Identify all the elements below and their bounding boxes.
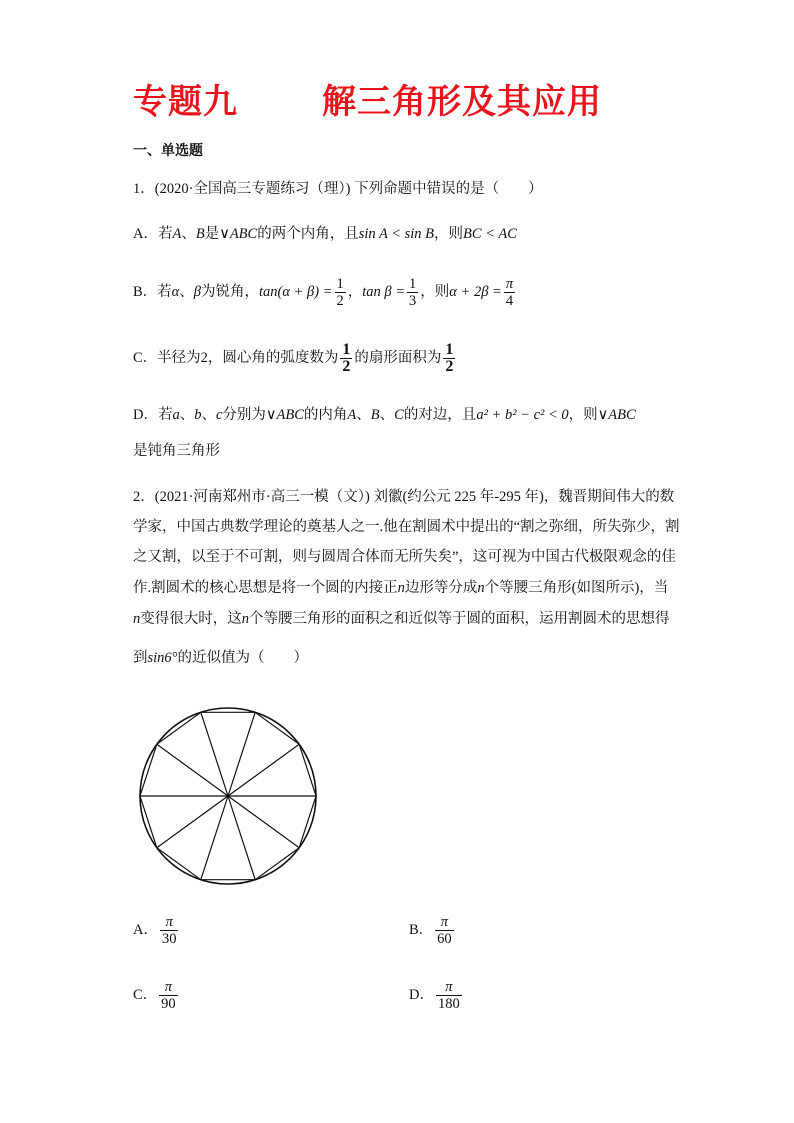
fraction: $\frac{1}{3}$ bbox=[409, 276, 417, 309]
title-topic-name: 解三角形及其应用 bbox=[322, 82, 602, 122]
fraction: $\frac{\pi}{90}$ bbox=[161, 979, 176, 1012]
q2-stem-line-4: 作.割圆术的核心思想是将一个圆的内接正n边形等分成n个等腰三角形(如图所示)，当 bbox=[133, 580, 669, 596]
q2-choice-a[interactable]: A． $\frac{\pi}{30}$ bbox=[133, 914, 177, 947]
radius-line bbox=[201, 712, 228, 796]
q1-stem: 1．(2020·全国高三专题练习（理）) 下列命题中错误的是（ ） bbox=[133, 181, 543, 197]
fraction: $\frac{1}{2}$ bbox=[336, 276, 344, 309]
q2-stem-line-3: 之又割，以至于不可割，则与圆周合体而无所失矣”，这可视为中国古代极限观念的佳 bbox=[133, 549, 676, 565]
q2-stem-line-2: 学家，中国古典数学理论的奠基人之一.他在割圆术中提出的“割之弥细，所失弥少，割 bbox=[133, 519, 680, 535]
q2-choice-b[interactable]: B． $\frac{\pi}{60}$ bbox=[409, 914, 452, 947]
fraction: $\frac{\pi}{4}$ bbox=[505, 276, 514, 309]
q2-choice-c[interactable]: C． $\frac{\pi}{90}$ bbox=[133, 979, 176, 1012]
radius-line bbox=[228, 744, 299, 796]
radius-line bbox=[228, 712, 255, 796]
q2-stem-line-5: n变得很大时，这n个等腰三角形的面积之和近似等于圆的面积，运用割圆术的思想得 bbox=[133, 611, 670, 627]
section-heading: 一、单选题 bbox=[133, 143, 203, 159]
q2-stem-line-1: 2．(2021·河南郑州市·高三一模（文）) 刘徽(约公元 225 年-295 年)，魏晋期间伟大的数 bbox=[133, 489, 675, 505]
q1-option-d-continuation: 是钝角三角形 bbox=[133, 443, 220, 459]
page-title bbox=[133, 74, 602, 123]
radius-line bbox=[201, 796, 228, 880]
radius-line bbox=[228, 796, 299, 848]
fraction: $\frac{1}{2}$ bbox=[445, 341, 454, 375]
radius-line bbox=[157, 744, 228, 796]
fraction: $\frac{1}{2}$ bbox=[342, 341, 351, 375]
q1-option-d: D．若a、b、c分别为∨ABC的内角A、B、C的对边，且a² + b² − c² < 0，则∨ABC bbox=[133, 407, 636, 423]
fraction: $\frac{\pi}{60}$ bbox=[437, 914, 452, 947]
q1-option-b: B．若α、β为锐角，tan(α + β) = $\frac{1}{2}$ ，tan β = $\frac{1}{3}$ ，则α + 2β = $\frac{\pi}{4}$ bbox=[133, 276, 514, 309]
q1-option-a: A．若A、B是∨ABC的两个内角，且sin A < sin B，则BC < AC bbox=[133, 226, 517, 242]
fraction: $\frac{\pi}{30}$ bbox=[161, 914, 177, 947]
title-topic-number: 专题九 bbox=[133, 82, 238, 122]
q1-option-c: C．半径为2，圆心角的弧度数为 $\frac{1}{2}$ 的扇形面积为 $\frac{1}{2}$ bbox=[133, 341, 454, 375]
radius-line bbox=[157, 796, 228, 848]
inscribed-polygon-figure bbox=[136, 705, 322, 887]
q2-choice-d[interactable]: D． $\frac{\pi}{180}$ bbox=[409, 979, 460, 1012]
q2-stem-line-6: 到sin6°的近似值为（ ） bbox=[133, 650, 308, 666]
polygon-triangles bbox=[140, 712, 316, 879]
fraction: $\frac{\pi}{180}$ bbox=[437, 979, 460, 1012]
radius-line bbox=[228, 796, 255, 880]
